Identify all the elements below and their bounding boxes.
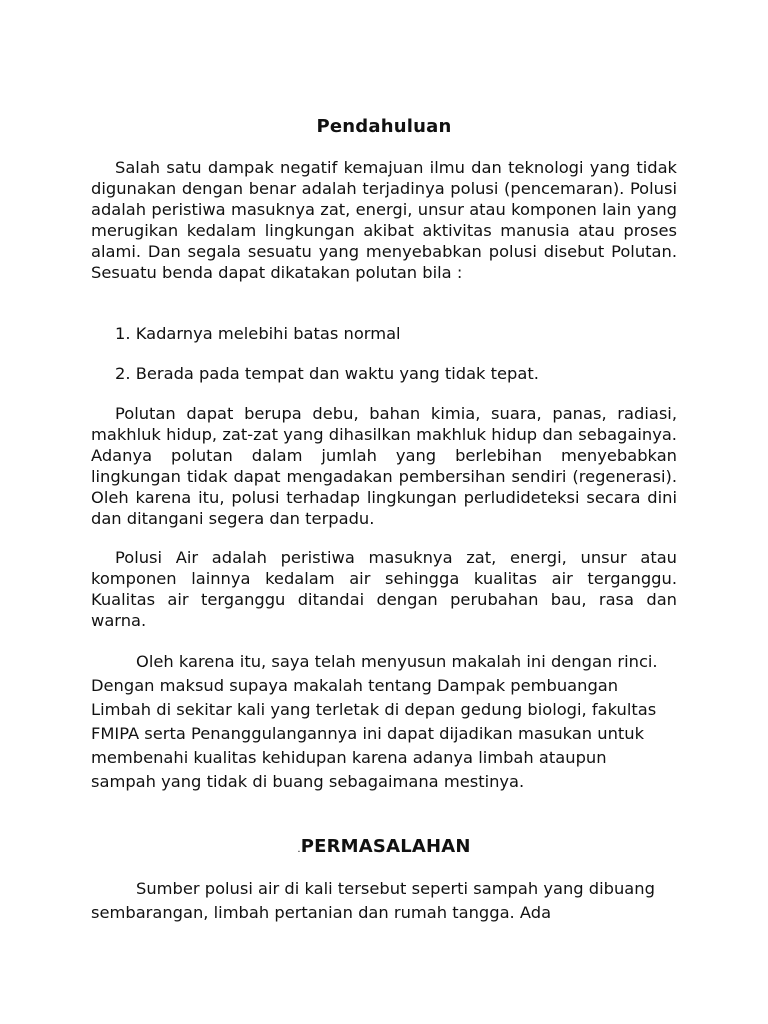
page-title: Pendahuluan [316, 116, 452, 137]
section-dot: . [297, 844, 301, 855]
list-item: 1. Kadarnya melebihi batas normal [115, 324, 401, 343]
intro-paragraph: Salah satu dampak negatif kemajuan ilmu dan teknologi yang tidak digunakan dengan benar adalah terjadinya polusi (pencemaran). Polusi adalah peristiwa masuknya zat, energi, unsur atau komponen lain yang merugikan kedalam lingkungan akibat aktivitas manusia atau proses alami. Dan segala sesuatu yang menyebabkan polusi disebut Polutan. Sesuatu benda dapat dikatakan polutan bila : [91, 158, 677, 282]
polusi-air-paragraph: Polusi Air adalah peristiwa masuknya zat, energi, unsur atau komponen lainnya kedalam air sehingga kualitas air terganggu. Kualitas air terganggu ditandai dengan perubahan bau, rasa dan warna. [91, 548, 677, 630]
section-heading [0, 836, 768, 857]
polutan-paragraph: Polutan dapat berupa debu, bahan kimia, suara, panas, radiasi, makhluk hidup, zat-zat yang dihasilkan makhluk hidup dan sebagainya. Adanya polutan dalam jumlah yang berlebihan menyebabkan lingkungan tidak dapat mengadakan pembersihan sendiri (regenerasi). Oleh karena itu, polusi terhadap lingkungan perludideteksi secara dini dan ditangani segera dan terpadu. [91, 404, 677, 528]
problem-paragraph: Sumber polusi air di kali tersebut seperti sampah yang dibuang sembarangan, limbah pertanian dan rumah tangga. Ada [91, 879, 655, 922]
purpose-paragraph: Oleh karena itu, saya telah menyusun makalah ini dengan rinci. Dengan maksud supaya makalah tentang Dampak pembuangan Limbah di sekitar kali yang terletak di depan gedung biologi, fakultas FMIPA serta Penanggulangannya ini dapat dijadikan masukan untuk membenahi kualitas kehidupan karena adanya limbah ataupun sampah yang tidak di buang sebagaimana mestinya. [91, 652, 658, 791]
list-item: 2. Berada pada tempat dan waktu yang tidak tepat. [115, 364, 539, 383]
section-title: PERMASALAHAN [300, 836, 471, 857]
